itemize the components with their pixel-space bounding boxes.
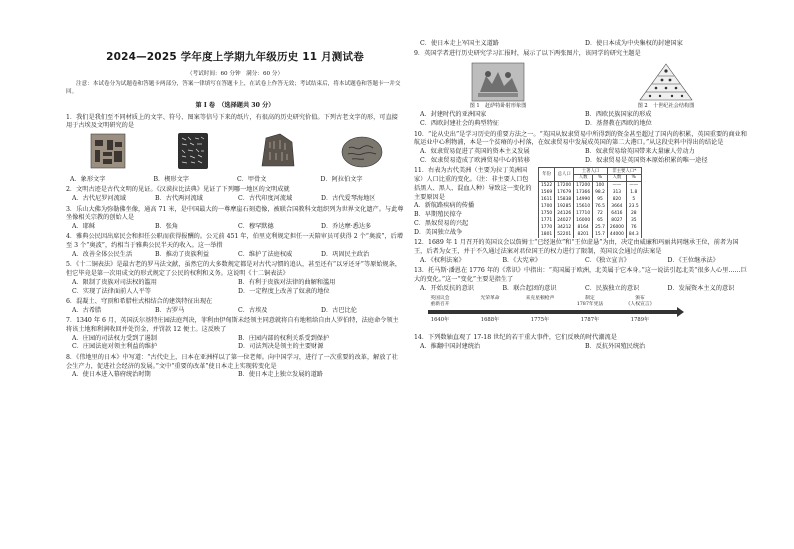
option[interactable]: A．开始反抗的意识	[420, 284, 474, 292]
timeline-event: 来克星顿枪声	[525, 296, 555, 302]
timeline	[428, 296, 678, 330]
table-cell: 1611	[539, 196, 555, 203]
option[interactable]: D．阿拉伯文字	[320, 176, 363, 184]
option[interactable]: B．楔形文字	[153, 176, 189, 184]
table-cell: 44000	[607, 231, 626, 238]
timeline-year: 1688年	[480, 317, 500, 324]
option[interactable]: A．象形文字	[70, 176, 106, 184]
figure-2	[636, 62, 696, 110]
option[interactable]: B．西欧民族国家的形成	[585, 111, 652, 119]
question-9	[414, 50, 750, 129]
question-stem: 7．1340 年 6 月，英国沃尔基特庄园法庭判决，菲利由伊甸斯未经领主同意就将自有地租给自由人罗伯特，法庭命令领主将该土地和利润收回并处罚金，并罚款 12 便士。这反映了	[66, 317, 399, 333]
question-8-continued	[414, 40, 750, 49]
table-cell: 65	[593, 217, 608, 224]
table-cell: 6416	[607, 210, 626, 217]
table-header: %	[593, 175, 608, 182]
question-stem: 11．右表为古代美洲（主要为拉丁美洲国家）人口比重的变化。（注：非主要人口包括黑人、黑人、混血人种）导致这一变化的主要原因是	[414, 167, 532, 201]
question-8	[66, 354, 404, 380]
option[interactable]: C．甲骨文	[237, 176, 267, 184]
table-header: 年份	[539, 168, 555, 182]
option[interactable]: A．《权利法案》	[420, 256, 465, 264]
question-6	[66, 298, 404, 316]
option[interactable]: D．乔达摩·悉达多	[321, 223, 372, 231]
question-13	[414, 267, 750, 293]
figure-row	[414, 62, 750, 110]
artifact-image-row	[66, 134, 404, 174]
figure-2-caption: 图 2 十世纪社会结构图	[637, 103, 695, 110]
table-cell: 16000	[574, 217, 593, 224]
option[interactable]: B．庄园内部的权利关系受到保护	[238, 334, 330, 342]
table-cell: 1569	[539, 189, 555, 196]
table-row	[539, 182, 642, 190]
table-header: 非主要人口*	[607, 168, 641, 175]
option[interactable]: A．耶稣	[72, 223, 96, 231]
question-stem: 3．乐山大佛为弥勒佛坐像，通高 71 米，是中国最大的一尊摩崖石刻造像，被联合国教科文组织列为世界文化遗产。与此尊坐像相关宗教的创始人是	[66, 205, 404, 222]
option[interactable]: D．一定程度上改善了奴隶的地位	[238, 287, 330, 295]
table-cell: ——	[607, 182, 626, 190]
option[interactable]: B．早期殖民掠夺	[414, 211, 462, 219]
table-cell: 100	[593, 182, 608, 190]
table-cell: 8027	[607, 217, 626, 224]
timeline-year: 1640年	[430, 317, 450, 324]
table-cell: 98.2	[593, 189, 608, 196]
question-5	[66, 261, 404, 296]
option[interactable]: B．有利于贵族对法律的曲解和滥用	[238, 278, 336, 286]
option[interactable]: B．联合起团的意识	[502, 284, 557, 292]
option[interactable]: D．巩固民主政治	[321, 250, 370, 258]
timeline-year: 1775年	[530, 317, 550, 324]
option[interactable]: D．使日本成为中央集权的封建国家	[585, 40, 683, 47]
option[interactable]: D．奴隶贸易是英国资本原始积累的唯一途径	[585, 156, 708, 164]
option[interactable]: C．奴隶贸易造成了欧洲贸易中心的转移	[420, 156, 530, 164]
table-cell: 17366	[574, 189, 593, 196]
timeline-year: 1789年	[630, 317, 650, 324]
table-row	[539, 189, 642, 196]
table-cell: 23.5	[626, 203, 641, 210]
table-cell: 24126	[555, 210, 574, 217]
option[interactable]: C．维护了法庭权威	[238, 250, 293, 258]
question-stem: 9．英国学者进行历史研究学习汇报时，展示了以下两张图片，该同学的研究主题是	[414, 50, 641, 58]
table-cell: 15838	[555, 196, 574, 203]
option[interactable]: C．西欧封建社会的典型特征	[420, 120, 499, 128]
table-cell: 5	[626, 196, 641, 203]
option[interactable]: D．美国独立战争	[414, 228, 463, 236]
table-cell: 52201	[555, 231, 574, 238]
timeline-arrow	[428, 310, 678, 314]
option[interactable]: C．黑奴贸易的兴起	[414, 220, 469, 228]
table-cell: 8164	[574, 224, 593, 231]
option[interactable]: A．古希腊	[72, 306, 102, 314]
pyramid-diagram-icon	[636, 62, 696, 102]
table-cell: 17200	[574, 182, 593, 190]
table-cell: 17710	[574, 210, 593, 217]
exam-notice: 注意：本试卷分为试题卷和答题卡两部分，答案一律填写在答题卡上，在试卷上作答无效；考试结束后，将本试题卷和答题卡一并交回。	[66, 80, 401, 95]
question-stem: 13．托马斯·潘恩在 1776 年的《常识》中指出：“英国属于欧洲，北美属于它本身。”这一说法引起北美“很多人心里……巨大的变化。”这一“变化”主要是指生了	[414, 267, 747, 283]
table-cell: 1771	[539, 217, 555, 224]
table-cell: 17200	[555, 182, 574, 190]
option[interactable]: B．古代两河流域	[155, 195, 203, 203]
table-row	[539, 196, 642, 203]
option[interactable]: C．《独立宣言》	[585, 256, 630, 264]
table-row	[539, 231, 642, 238]
table-cell: 17679	[555, 189, 574, 196]
option[interactable]: C．民族独立的意识	[585, 284, 640, 292]
option[interactable]: B．推动了贵族利益	[155, 250, 210, 258]
table-cell: 28	[626, 210, 641, 217]
table-cell: 1801	[539, 231, 555, 238]
artifact-image-3	[254, 132, 300, 174]
option[interactable]: B．奴隶贸易给英国带来大量廉人劳动力	[585, 148, 695, 156]
table-cell: 34212	[555, 224, 574, 231]
question-4	[66, 233, 404, 259]
timeline-event: 颁布 《人权宣言》	[625, 296, 655, 307]
option[interactable]: A．新航路疾病的传播	[414, 202, 475, 210]
table-cell: 95	[593, 196, 608, 203]
question-3	[66, 206, 404, 232]
table-cell: 76.5	[593, 203, 608, 210]
table-cell: 1.8	[626, 189, 641, 196]
option[interactable]: A．限制了贵族对司法权的滥用	[72, 278, 157, 286]
table-cell: 19285	[555, 203, 574, 210]
option[interactable]: B．张角	[155, 223, 179, 231]
question-stem: 10．“论从史出”是学习历史的重要方法之一。“英国从奴隶贸易中所得到的资金甚至超过了国内的积累，英国重要的商业和航运业中心利物浦，本是一个贫瘠的小村落，在奴隶贸易中发展成英国的第二大港口。”从这段史料中得出的结论是	[414, 130, 747, 147]
table-cell: 24027	[555, 217, 574, 224]
table-header: %	[626, 175, 641, 182]
question-stem: 12．1689 年 1 月召开的英国议会以詹姆士“已经退位”和“王位虚悬”为由，决定由威廉和玛丽共同继承王位，前者为国王，后者为女王，并于不久通过法案对君位国王的权力进行了限制，英国议会通过的法案是	[414, 239, 739, 255]
option[interactable]: C．庄园法庭对领主利益的维护	[72, 343, 158, 351]
option[interactable]: C．实现了法律面前人人平等	[72, 287, 151, 295]
option[interactable]: D．发展资本主义的意识	[667, 284, 735, 292]
question-stem: 4．雅典公民因出席民会和担任公职而获得报酬的。公元前 451 年，伯里克利规定担任一天陪审员可获得 2 个“奥波”，后增至 3 个“奥波”，约相当于雅典公民半天的收入。这一举措	[66, 233, 404, 250]
timeline-event: 光荣革命	[480, 296, 500, 302]
option[interactable]: B．反抗外国殖民统治	[585, 343, 646, 351]
population-table-body	[539, 182, 642, 238]
population-table	[538, 167, 642, 237]
option[interactable]: C．古埃及	[238, 306, 268, 314]
option[interactable]: D．基督教在西欧的地位	[585, 120, 652, 128]
question-stem: 14．下列数轴直观了 17-18 世纪的若干重大事件，它们反映的时代潮流是	[414, 334, 617, 342]
option[interactable]: A．奴隶贸易促进了英国的资本主义发展	[420, 148, 530, 156]
table-cell: 1700	[539, 203, 555, 210]
exam-title: 2024—2025 学年度上学期九年级历史 11 月测试卷	[106, 51, 364, 63]
table-cell: 1750	[539, 210, 555, 217]
table-cell: 72	[593, 210, 608, 217]
timeline-event: 英国议会 重新召开	[430, 296, 450, 307]
table-row	[539, 203, 642, 210]
question-14	[414, 334, 750, 352]
option[interactable]: D．古代爱琴海地区	[321, 195, 376, 203]
figure-1-caption: 图 1 赶萨特卧射形象图	[469, 103, 527, 110]
table-cell: 14990	[574, 196, 593, 203]
option[interactable]: A．推翻中国封建统治	[420, 343, 481, 351]
table-cell: 15610	[574, 203, 593, 210]
table-cell: 3664	[607, 203, 626, 210]
table-cell: 1770	[539, 224, 555, 231]
left-column	[66, 0, 404, 549]
question-stem: 1．我们是我们至不同材质上的文字、符号、图案等信号下来的纸片，有很高的历史研究价值。下列古老文字的形，可直接用于古埃及文明研究的是	[66, 113, 398, 130]
table-cell: 25.7	[593, 224, 608, 231]
table-header: 人数	[574, 175, 593, 182]
question-7	[66, 317, 404, 352]
option[interactable]: D．《王位继承法》	[667, 256, 719, 264]
question-stem: 8．《伟地里的日本》中写道：“古代史上，日本在亚洲样以了第一位老师。向中国学习，进行了一次重要的改革，解放了社会生产力，促进社会经济的发展。”文中“重要的改革”使日本走上实现转变化是	[66, 353, 398, 370]
table-cell: 313	[607, 189, 626, 196]
option[interactable]: A．古代尼罗河流域	[72, 195, 126, 203]
figure-1	[468, 62, 528, 110]
question-12	[414, 239, 750, 265]
option[interactable]: A．封建时代的亚洲国家	[420, 111, 487, 119]
option[interactable]: C．穆罕默德	[238, 223, 274, 231]
question-11	[414, 167, 750, 237]
option[interactable]: A．使日本进入幕府统治时期	[72, 371, 151, 379]
option[interactable]: A．改善全体公民生活	[72, 250, 133, 258]
question-stem: 5．《十二铜表法》是最古老的罗马法文献，虽然它的大多数规定都是对古代习惯的追认，甚至还有“以牙还牙”等原始规条，但它毕竟是第一次用成文的形式规定了公民的权利和义务。这说明《十二铜表法》	[66, 261, 402, 278]
option[interactable]: D．司法判决是领主的主要财源	[238, 343, 324, 351]
left-question-list	[66, 114, 404, 381]
question-1	[66, 114, 404, 185]
relief-image-icon	[468, 62, 528, 102]
question-2	[66, 186, 404, 204]
table-row	[539, 210, 642, 217]
option[interactable]: C．使日本走上军国主义道路	[420, 40, 499, 47]
question-10	[414, 131, 750, 166]
question-stem: 2．文明古迹是古代文明的见证。《汉谟拉比法典》见证了下列哪一地区的文明成就	[66, 186, 290, 194]
artifact-image-2	[170, 132, 216, 174]
section-title: 第 I 卷 （选择题共 30 分）	[195, 101, 275, 109]
table-cell: 1522	[539, 182, 555, 190]
table-cell: ——	[626, 182, 641, 190]
table-header: 人数	[607, 175, 626, 182]
table-cell: 76	[626, 224, 641, 231]
option[interactable]: B．古罗马	[155, 306, 185, 314]
right-column	[414, 0, 750, 549]
exam-meta: （考试时间：60 分钟 满分：60 分）	[186, 70, 284, 77]
option[interactable]: B．《大宪章》	[502, 256, 542, 264]
table-header: 总人口	[555, 168, 574, 182]
table-cell: 26000	[607, 224, 626, 231]
option[interactable]: B．使日本走上独立发展的道路	[238, 371, 323, 379]
table-header: 土著人口	[574, 168, 608, 175]
option[interactable]: A．庄园的司法权力受到了遏制	[72, 334, 157, 342]
artifact-image-4	[339, 132, 385, 174]
option[interactable]: D．古巴比伦	[321, 306, 357, 314]
table-cell: 35	[626, 217, 641, 224]
timeline-event: 制定 1787年宪法	[576, 296, 604, 307]
option[interactable]: C．古代印度河流域	[238, 195, 293, 203]
table-cell: 84.3	[626, 231, 641, 238]
table-cell: 15.7	[593, 231, 608, 238]
question-stem: 6．混凝土、穹顶和希腊柱式相结合的建筑特征出现在	[66, 297, 213, 305]
table-cell: 820	[607, 196, 626, 203]
table-row	[539, 224, 642, 231]
table-row	[539, 217, 642, 224]
table-cell: 8201	[574, 231, 593, 238]
artifact-image-1	[85, 132, 131, 174]
timeline-year: 1787年	[580, 317, 600, 324]
